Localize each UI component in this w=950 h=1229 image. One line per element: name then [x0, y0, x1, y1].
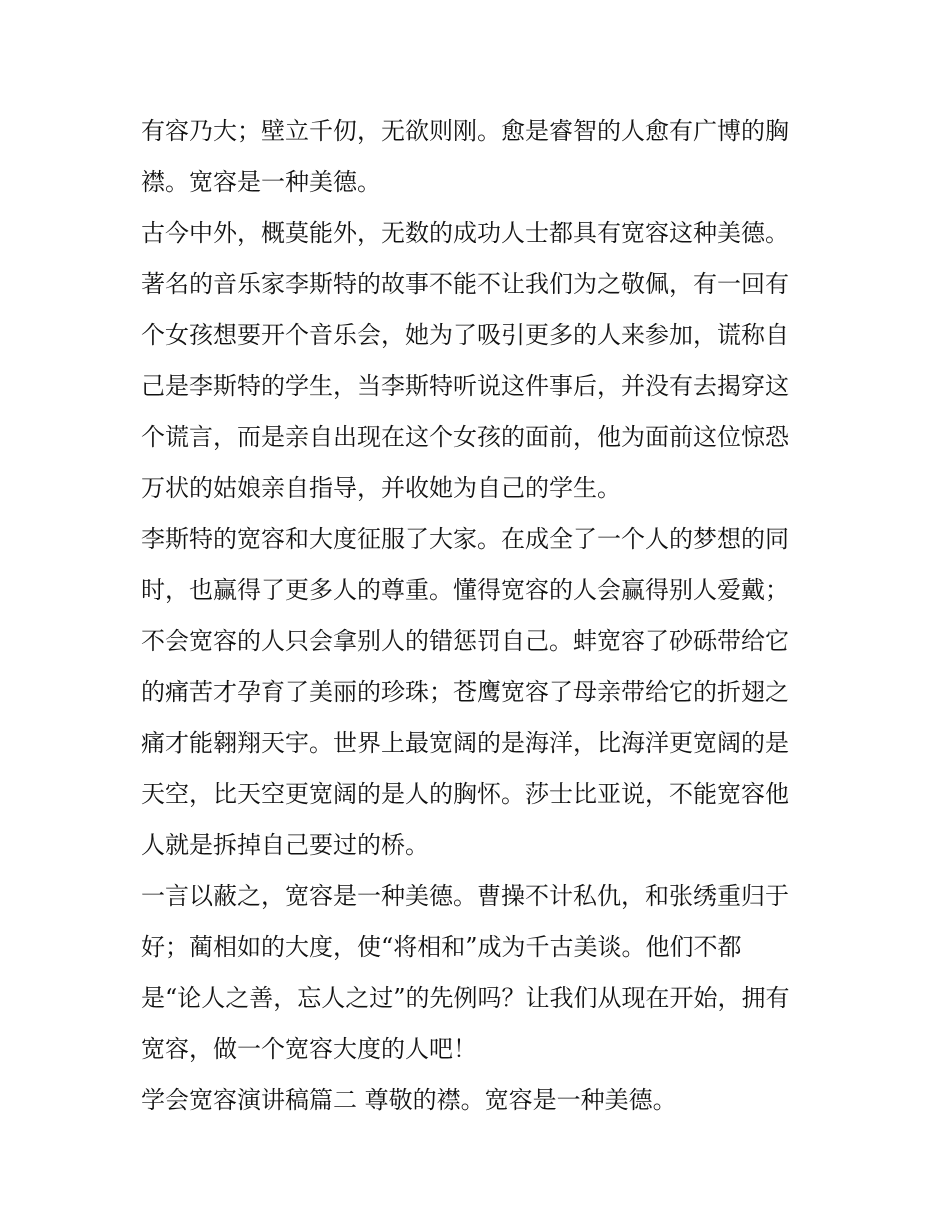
- text-line: 痛才能翱翔天宇。世界上最宽阔的是海洋，比海洋更宽阔的是: [141, 729, 789, 757]
- text-line: 人就是拆掉自己要过的桥。: [141, 831, 429, 859]
- text-line: 一言以蔽之，宽容是一种美德。曹操不计私仇，和张绣重归于: [141, 882, 789, 910]
- text-line: 万状的姑娘亲自指导，并收她为自己的学生。: [141, 474, 621, 502]
- text-line: 宽容，做一个宽容大度的人吧！: [141, 1035, 477, 1063]
- text-line: 著名的音乐家李斯特的故事不能不让我们为之敬佩，有一回有: [141, 270, 789, 298]
- text-line: 襟。宽容是一种美德。: [141, 168, 381, 196]
- text-line: 己是李斯特的学生，当李斯特听说这件事后，并没有去揭穿这: [141, 372, 789, 400]
- text-line: 天空，比天空更宽阔的是人的胸怀。莎士比亚说，不能宽容他: [141, 780, 789, 808]
- text-line: 个女孩想要开个音乐会，她为了吸引更多的人来参加，谎称自: [141, 321, 789, 349]
- text-line: 不会宽容的人只会拿别人的错惩罚自己。蚌宽容了砂砾带给它: [141, 627, 789, 655]
- text-line: 李斯特的宽容和大度征服了大家。在成全了一个人的梦想的同: [141, 525, 789, 553]
- text-line: 好；蔺相如的大度，使“将相和”成为千古美谈。他们不都: [141, 933, 742, 961]
- text-line: 时，也赢得了更多人的尊重。懂得宽容的人会赢得别人爱戴；: [141, 576, 789, 604]
- text-line: 古今中外，概莫能外，无数的成功人士都具有宽容这种美德。: [141, 219, 789, 247]
- text-line: 的痛苦才孕育了美丽的珍珠；苍鹰宽容了母亲带给它的折翅之: [141, 678, 789, 706]
- text-line: 是“论人之善，忘人之过”的先例吗？让我们从现在开始，拥有: [141, 984, 790, 1012]
- text-line: 有容乃大；壁立千仞，无欲则刚。愈是睿智的人愈有广博的胸: [141, 117, 789, 145]
- text-line: 学会宽容演讲稿篇二 尊敬的襟。宽容是一种美德。: [141, 1086, 677, 1114]
- document-body: [141, 106, 821, 1126]
- text-line: 个谎言，而是亲自出现在这个女孩的面前，他为面前这位惊恐: [141, 423, 789, 451]
